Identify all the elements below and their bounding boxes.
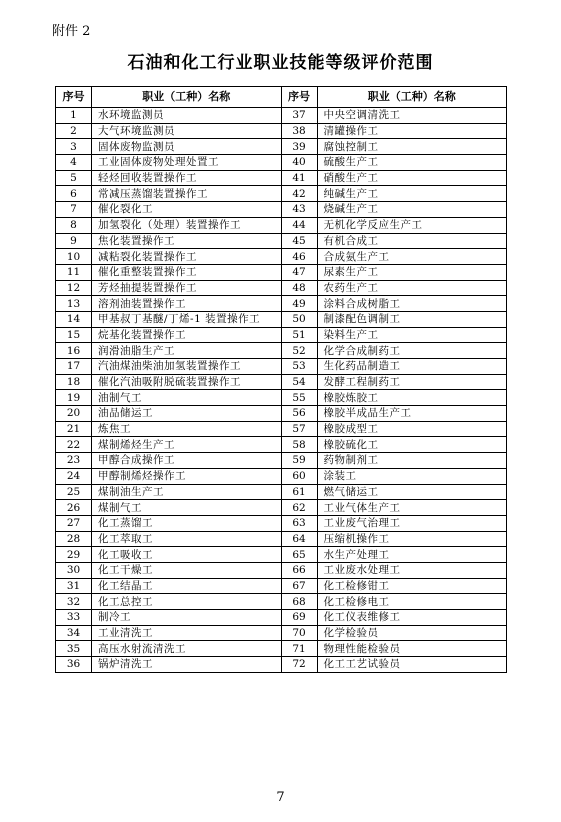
row-seq-number: 52 xyxy=(281,343,317,359)
table-row xyxy=(56,170,507,186)
row-occupation-name: 化工总控工 xyxy=(92,594,282,610)
row-seq-number: 43 xyxy=(281,202,317,218)
table-row xyxy=(56,453,507,469)
row-seq-number: 55 xyxy=(281,390,317,406)
row-seq-number: 42 xyxy=(281,186,317,202)
row-occupation-name: 工业清洗工 xyxy=(92,625,282,641)
table-row xyxy=(56,625,507,641)
table-row xyxy=(56,515,507,531)
table-row xyxy=(56,531,507,547)
row-occupation-name: 固体废物监测员 xyxy=(92,139,282,155)
row-occupation-name: 清罐操作工 xyxy=(317,123,507,139)
table-row xyxy=(56,139,507,155)
row-occupation-name: 焦化装置操作工 xyxy=(92,233,282,249)
table-row xyxy=(56,217,507,233)
occupation-table xyxy=(55,86,507,673)
row-occupation-name: 化工吸收工 xyxy=(92,547,282,563)
row-seq-number: 36 xyxy=(56,657,92,673)
table-row xyxy=(56,641,507,657)
row-seq-number: 20 xyxy=(56,406,92,422)
row-occupation-name: 硝酸生产工 xyxy=(317,170,507,186)
table-row xyxy=(56,406,507,422)
table-row xyxy=(56,155,507,171)
row-occupation-name: 工业气体生产工 xyxy=(317,500,507,516)
row-seq-number: 50 xyxy=(281,311,317,327)
row-occupation-name: 大气环境监测员 xyxy=(92,123,282,139)
row-occupation-name: 煤制气工 xyxy=(92,500,282,516)
row-seq-number: 62 xyxy=(281,500,317,516)
row-occupation-name: 烧碱生产工 xyxy=(317,202,507,218)
table-row xyxy=(56,264,507,280)
row-seq-number: 27 xyxy=(56,515,92,531)
table-row xyxy=(56,343,507,359)
header-seq-left: 序号 xyxy=(56,87,92,108)
row-seq-number: 48 xyxy=(281,280,317,296)
table-row xyxy=(56,610,507,626)
header-name-right: 职业（工种）名称 xyxy=(317,87,507,108)
row-occupation-name: 煤制油生产工 xyxy=(92,484,282,500)
row-occupation-name: 加氢裂化（处理）装置操作工 xyxy=(92,217,282,233)
table-row xyxy=(56,359,507,375)
row-occupation-name: 尿素生产工 xyxy=(317,264,507,280)
row-occupation-name: 燃气储运工 xyxy=(317,484,507,500)
row-occupation-name: 化学检验员 xyxy=(317,625,507,641)
row-seq-number: 64 xyxy=(281,531,317,547)
table-row xyxy=(56,233,507,249)
row-seq-number: 10 xyxy=(56,249,92,265)
row-occupation-name: 制冷工 xyxy=(92,610,282,626)
row-occupation-name: 常减压蒸馏装置操作工 xyxy=(92,186,282,202)
row-seq-number: 26 xyxy=(56,500,92,516)
row-seq-number: 30 xyxy=(56,562,92,578)
row-seq-number: 57 xyxy=(281,421,317,437)
document-title: 石油和化工行业职业技能等级评价范围 xyxy=(127,53,434,73)
row-seq-number: 68 xyxy=(281,594,317,610)
row-seq-number: 44 xyxy=(281,217,317,233)
row-seq-number: 59 xyxy=(281,453,317,469)
table-row xyxy=(56,280,507,296)
row-seq-number: 70 xyxy=(281,625,317,641)
row-seq-number: 15 xyxy=(56,327,92,343)
row-occupation-name: 有机合成工 xyxy=(317,233,507,249)
row-occupation-name: 橡胶炼胶工 xyxy=(317,390,507,406)
row-seq-number: 54 xyxy=(281,374,317,390)
row-seq-number: 25 xyxy=(56,484,92,500)
row-seq-number: 58 xyxy=(281,437,317,453)
row-occupation-name: 合成氨生产工 xyxy=(317,249,507,265)
row-seq-number: 67 xyxy=(281,578,317,594)
row-seq-number: 49 xyxy=(281,296,317,312)
row-seq-number: 9 xyxy=(56,233,92,249)
row-occupation-name: 高压水射流清洗工 xyxy=(92,641,282,657)
table-row xyxy=(56,421,507,437)
row-occupation-name: 药物制剂工 xyxy=(317,453,507,469)
row-seq-number: 47 xyxy=(281,264,317,280)
row-occupation-name: 工业固体废物处理处置工 xyxy=(92,155,282,171)
row-seq-number: 24 xyxy=(56,468,92,484)
table-row xyxy=(56,437,507,453)
row-occupation-name: 化工萃取工 xyxy=(92,531,282,547)
row-seq-number: 53 xyxy=(281,359,317,375)
row-occupation-name: 烷基化装置操作工 xyxy=(92,327,282,343)
row-occupation-name: 化学合成制药工 xyxy=(317,343,507,359)
row-seq-number: 8 xyxy=(56,217,92,233)
row-occupation-name: 水生产处理工 xyxy=(317,547,507,563)
row-occupation-name: 染料生产工 xyxy=(317,327,507,343)
row-seq-number: 4 xyxy=(56,155,92,171)
row-seq-number: 32 xyxy=(56,594,92,610)
row-seq-number: 13 xyxy=(56,296,92,312)
row-seq-number: 11 xyxy=(56,264,92,280)
row-occupation-name: 工业废气治理工 xyxy=(317,515,507,531)
row-occupation-name: 橡胶成型工 xyxy=(317,421,507,437)
row-occupation-name: 减粘裂化装置操作工 xyxy=(92,249,282,265)
table-row xyxy=(56,500,507,516)
table-row xyxy=(56,547,507,563)
row-seq-number: 5 xyxy=(56,170,92,186)
row-occupation-name: 化工结晶工 xyxy=(92,578,282,594)
row-occupation-name: 溶剂油装置操作工 xyxy=(92,296,282,312)
row-occupation-name: 炼焦工 xyxy=(92,421,282,437)
row-occupation-name: 催化裂化工 xyxy=(92,202,282,218)
row-seq-number: 29 xyxy=(56,547,92,563)
row-occupation-name: 压缩机操作工 xyxy=(317,531,507,547)
table-header-row xyxy=(56,87,507,108)
page-number: 7 xyxy=(276,790,285,805)
row-occupation-name: 油品储运工 xyxy=(92,406,282,422)
row-occupation-name: 涂装工 xyxy=(317,468,507,484)
row-occupation-name: 水环境监测员 xyxy=(92,108,282,124)
row-seq-number: 66 xyxy=(281,562,317,578)
row-seq-number: 35 xyxy=(56,641,92,657)
row-occupation-name: 芳烃抽提装置操作工 xyxy=(92,280,282,296)
header-name-left: 职业（工种）名称 xyxy=(92,87,282,108)
row-seq-number: 38 xyxy=(281,123,317,139)
table-row xyxy=(56,202,507,218)
row-seq-number: 37 xyxy=(281,108,317,124)
row-occupation-name: 工业废水处理工 xyxy=(317,562,507,578)
row-seq-number: 69 xyxy=(281,610,317,626)
row-occupation-name: 汽油煤油柴油加氢装置操作工 xyxy=(92,359,282,375)
row-occupation-name: 无机化学反应生产工 xyxy=(317,217,507,233)
table-row xyxy=(56,578,507,594)
row-seq-number: 22 xyxy=(56,437,92,453)
row-seq-number: 17 xyxy=(56,359,92,375)
row-seq-number: 56 xyxy=(281,406,317,422)
table-row xyxy=(56,390,507,406)
table-row xyxy=(56,108,507,124)
row-seq-number: 6 xyxy=(56,186,92,202)
table-row xyxy=(56,484,507,500)
row-occupation-name: 物理性能检验员 xyxy=(317,641,507,657)
annex-label: 附件 2 xyxy=(52,24,91,39)
row-seq-number: 28 xyxy=(56,531,92,547)
row-seq-number: 65 xyxy=(281,547,317,563)
row-seq-number: 7 xyxy=(56,202,92,218)
row-occupation-name: 制漆配色调制工 xyxy=(317,311,507,327)
row-seq-number: 31 xyxy=(56,578,92,594)
row-seq-number: 63 xyxy=(281,515,317,531)
row-seq-number: 21 xyxy=(56,421,92,437)
row-seq-number: 72 xyxy=(281,657,317,673)
row-seq-number: 18 xyxy=(56,374,92,390)
row-occupation-name: 生化药品制造工 xyxy=(317,359,507,375)
row-occupation-name: 甲基叔丁基醚/丁烯-1 装置操作工 xyxy=(92,311,282,327)
row-occupation-name: 发酵工程制药工 xyxy=(317,374,507,390)
row-seq-number: 40 xyxy=(281,155,317,171)
row-seq-number: 46 xyxy=(281,249,317,265)
table-row xyxy=(56,594,507,610)
row-occupation-name: 化工干燥工 xyxy=(92,562,282,578)
row-seq-number: 41 xyxy=(281,170,317,186)
row-occupation-name: 硫酸生产工 xyxy=(317,155,507,171)
row-occupation-name: 煤制烯烃生产工 xyxy=(92,437,282,453)
row-occupation-name: 润滑油脂生产工 xyxy=(92,343,282,359)
row-occupation-name: 化工仪表维修工 xyxy=(317,610,507,626)
table-row xyxy=(56,123,507,139)
row-occupation-name: 化工检修钳工 xyxy=(317,578,507,594)
row-seq-number: 16 xyxy=(56,343,92,359)
table-row xyxy=(56,311,507,327)
row-seq-number: 60 xyxy=(281,468,317,484)
table-row xyxy=(56,562,507,578)
row-seq-number: 39 xyxy=(281,139,317,155)
row-occupation-name: 腐蚀控制工 xyxy=(317,139,507,155)
row-occupation-name: 中央空调清洗工 xyxy=(317,108,507,124)
row-occupation-name: 催化重整装置操作工 xyxy=(92,264,282,280)
row-occupation-name: 纯碱生产工 xyxy=(317,186,507,202)
table-row xyxy=(56,296,507,312)
row-seq-number: 51 xyxy=(281,327,317,343)
row-seq-number: 2 xyxy=(56,123,92,139)
row-seq-number: 3 xyxy=(56,139,92,155)
row-occupation-name: 橡胶硫化工 xyxy=(317,437,507,453)
row-seq-number: 1 xyxy=(56,108,92,124)
table-row xyxy=(56,374,507,390)
row-occupation-name: 油制气工 xyxy=(92,390,282,406)
row-seq-number: 61 xyxy=(281,484,317,500)
row-occupation-name: 甲醇合成操作工 xyxy=(92,453,282,469)
table-row xyxy=(56,468,507,484)
row-occupation-name: 甲醇制烯烃操作工 xyxy=(92,468,282,484)
row-occupation-name: 催化汽油吸附脱硫装置操作工 xyxy=(92,374,282,390)
row-occupation-name: 化工检修电工 xyxy=(317,594,507,610)
row-occupation-name: 化工蒸馏工 xyxy=(92,515,282,531)
row-occupation-name: 化工工艺试验员 xyxy=(317,657,507,673)
row-occupation-name: 橡胶半成品生产工 xyxy=(317,406,507,422)
table-row xyxy=(56,327,507,343)
table-row xyxy=(56,186,507,202)
row-occupation-name: 农药生产工 xyxy=(317,280,507,296)
header-seq-right: 序号 xyxy=(281,87,317,108)
row-seq-number: 33 xyxy=(56,610,92,626)
row-occupation-name: 涂料合成树脂工 xyxy=(317,296,507,312)
row-occupation-name: 锅炉清洗工 xyxy=(92,657,282,673)
row-seq-number: 45 xyxy=(281,233,317,249)
table-row xyxy=(56,249,507,265)
row-seq-number: 34 xyxy=(56,625,92,641)
row-seq-number: 23 xyxy=(56,453,92,469)
table-row xyxy=(56,657,507,673)
row-seq-number: 19 xyxy=(56,390,92,406)
row-seq-number: 71 xyxy=(281,641,317,657)
row-seq-number: 12 xyxy=(56,280,92,296)
row-occupation-name: 轻烃回收装置操作工 xyxy=(92,170,282,186)
row-seq-number: 14 xyxy=(56,311,92,327)
